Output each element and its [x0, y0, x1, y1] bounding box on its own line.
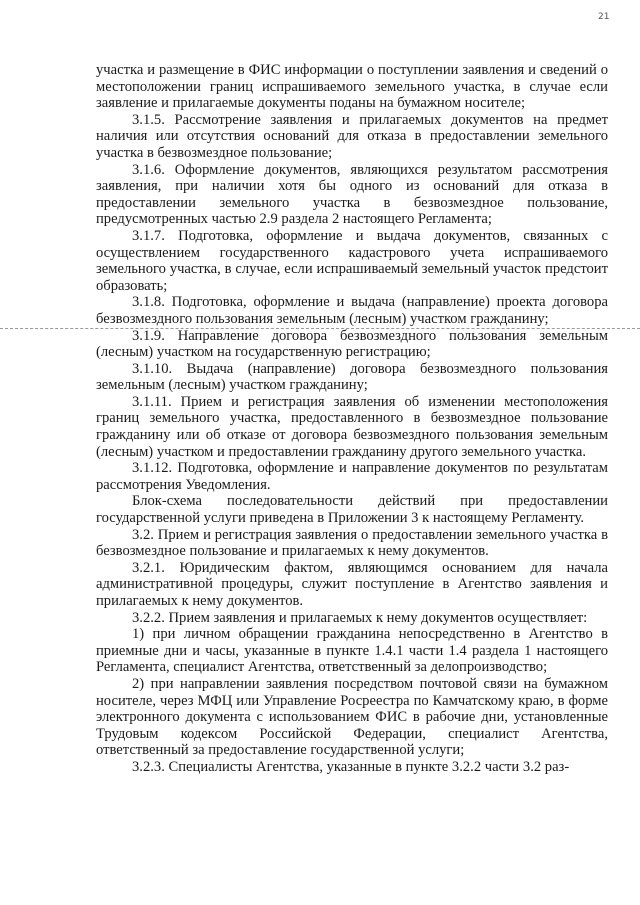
paragraph-3-1-9: 3.1.9. Направление договора безвозмездного пользования земельным (лесным) участком на государственную регистрацию;: [96, 327, 608, 361]
paragraph-flowchart: Блок-схема последовательности действий при предоставлении государственной услуги приведена в Приложении 3 к настоящему Регламенту.: [96, 493, 608, 527]
paragraph-3-1-8: 3.1.8. Подготовка, оформление и выдача (направление) проекта договора безвозмездного пользования земельным (лесным) участком гражданину;: [96, 294, 608, 327]
paragraph-continuation: участка и размещение в ФИС информации о поступлении заявления и сведений о местоположении границ испрашиваемого земельного участка, в случае если заявление и прилагаемые документы поданы на бумажном носителе;: [96, 62, 608, 112]
paragraph-3-1-6: 3.1.6. Оформление документов, являющихся результатом рассмотрения заявления, при наличии хотя бы одного из оснований для отказа в предоставлении земельного участка в безвозмездное пользование, предусмотренных частью 2.9 раздела 2 настоящего Регламента;: [96, 161, 608, 228]
paragraph-3-2-1: 3.2.1. Юридическим фактом, являющимся основанием для начала административной процедуры, служит поступление в Агентство заявления и прилагаемых к нему документов.: [96, 559, 608, 609]
paragraph-3-1-7: 3.1.7. Подготовка, оформление и выдача документов, связанных с осуществлением государственного кадастрового учета испрашиваемого земельного участка, в случае, если испрашиваемый земельный участок предстоит образовать;: [96, 227, 608, 294]
paragraph-3-2-2: 3.2.2. Прием заявления и прилагаемых к нему документов осуществляет:: [132, 609, 588, 626]
paragraph-3-2: 3.2. Прием и регистрация заявления о предоставлении земельного участка в безвозмездное пользование и прилагаемых к нему документов.: [96, 526, 608, 560]
list-item-1: 1) при личном обращении гражданина непосредственно в Агентство в приемные дни и часы, указанные в пункте 1.4.1 части 1.4 раздела 1 настоящего Регламента, специалист Агентства, ответственный за делопроизводство;: [96, 626, 608, 676]
paragraph-3-1-12: 3.1.12. Подготовка, оформление и направление документов по результатам рассмотрения Уведомления.: [96, 460, 608, 493]
paragraph-3-1-5: 3.1.5. Рассмотрение заявления и прилагаемых документов на предмет наличия или отсутствия оснований для отказа в предоставлении земельного участка в безвозмездное пользование;: [96, 111, 608, 161]
list-item-2: 2) при направлении заявления посредством почтовой связи на бумажном носителе, через МФЦ или Управление Росреестра по Камчатскому краю, в форме электронного документа с использованием ФИС в рабочие дни, установленные Трудовым кодексом Российской Федерации, специалист Агентства, ответственный за предоставление государственной услуги;: [96, 675, 608, 759]
page-number: 21: [598, 12, 610, 22]
paragraph-3-1-10: 3.1.10. Выдача (направление) договора безвозмездного пользования земельным (лесным) участком гражданину;: [96, 360, 608, 394]
document-body: [96, 62, 608, 776]
paragraph-3-2-3: 3.2.3. Специалисты Агентства, указанные в пункте 3.2.2 части 3.2 раз-: [132, 758, 570, 775]
paragraph-3-1-11: 3.1.11. Прием и регистрация заявления об изменении местоположения границ земельного участка, предоставленного в безвозмездное пользование гражданину или об отказе от договора безвозмездного пользования земельным (лесным) участком и предоставлении гражданину другого земельного участка.: [96, 393, 608, 460]
